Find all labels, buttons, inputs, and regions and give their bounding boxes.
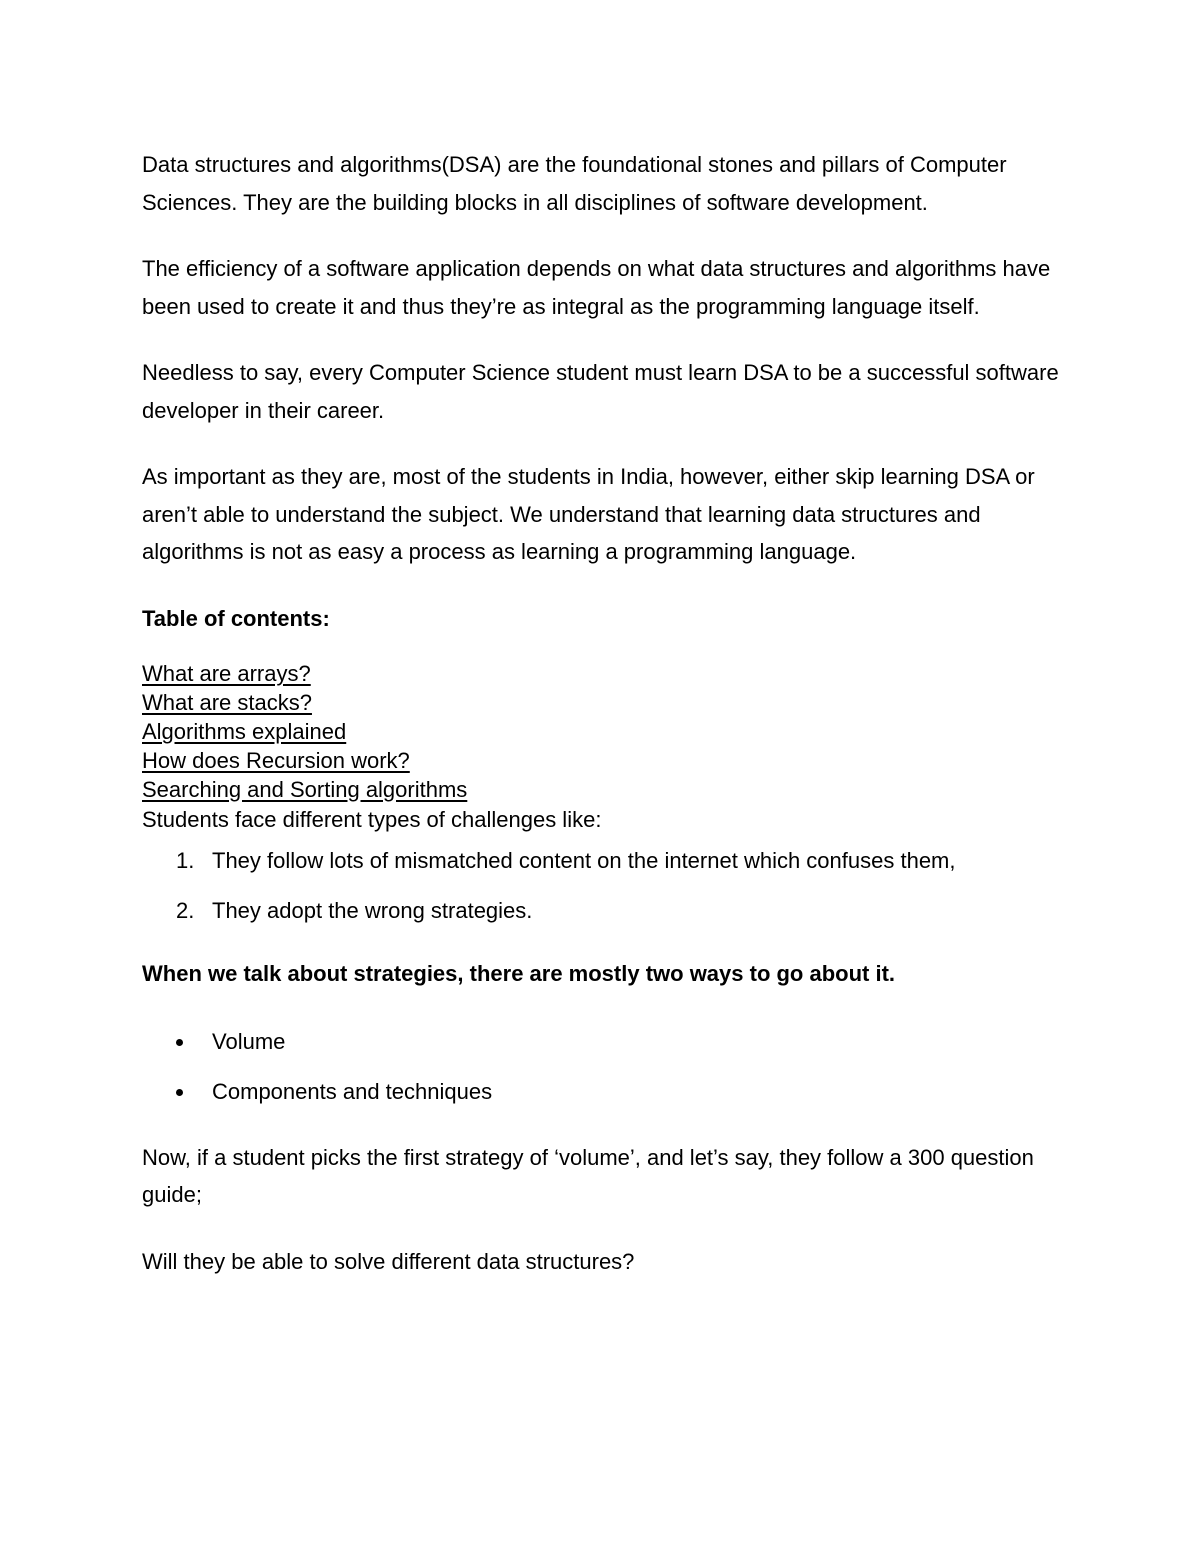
list-item: [142, 892, 1072, 929]
bullet-icon: [176, 1039, 183, 1046]
list-item-text: They adopt the wrong strategies.: [212, 898, 533, 923]
strategies-list: [142, 1023, 1072, 1110]
list-item: [142, 842, 1072, 879]
list-number: 1.: [176, 848, 195, 873]
strategies-heading: When we talk about strategies, there are mostly two ways to go about it.: [142, 961, 896, 986]
paragraph-needless: Needless to say, every Computer Science student must learn DSA to be a successful software developer in their career.: [142, 360, 1059, 423]
paragraph-intro: Data structures and algorithms(DSA) are the foundational stones and pillars of Computer Sciences. They are the building blocks in all disciplines of software development.: [142, 152, 1007, 215]
document-body: [142, 146, 1072, 1309]
list-item-text: They follow lots of mismatched content on the internet which confuses them,: [212, 848, 956, 873]
list-item-text: Components and techniques: [212, 1078, 493, 1104]
toc-link-stacks[interactable]: What are stacks?: [142, 690, 312, 715]
list-item-text: Volume: [212, 1028, 286, 1054]
paragraph-efficiency: The efficiency of a software application depends on what data structures and algorithms have been used to create it and thus they’re as integral as the programming language itself.: [142, 256, 1051, 319]
paragraph-volume-strategy: Now, if a student picks the first strategy of ‘volume’, and let’s say, they follow a 300 question guide;: [142, 1144, 1034, 1207]
toc-list: [142, 659, 1072, 804]
list-item: [142, 1023, 1072, 1060]
toc-link-arrays[interactable]: What are arrays?: [142, 661, 311, 686]
challenges-intro: Students face different types of challenges like:: [142, 807, 602, 832]
list-number: 2.: [176, 898, 195, 923]
toc-link-searching-sorting[interactable]: Searching and Sorting algorithms: [142, 777, 468, 802]
toc-heading: Table of contents:: [142, 605, 330, 631]
challenges-list: [142, 842, 1072, 929]
paragraph-important: As important as they are, most of the students in India, however, either skip learning DSA or aren’t able to understand the subject. We understand that learning data structures and algorithms is not as easy a process as learning a programming language.: [142, 464, 1035, 564]
bullet-icon: [176, 1089, 183, 1096]
list-item: [142, 1073, 1072, 1110]
paragraph-question: Will they be able to solve different data structures?: [142, 1248, 635, 1274]
toc-link-recursion[interactable]: How does Recursion work?: [142, 748, 410, 773]
toc-link-algorithms[interactable]: Algorithms explained: [142, 719, 347, 744]
